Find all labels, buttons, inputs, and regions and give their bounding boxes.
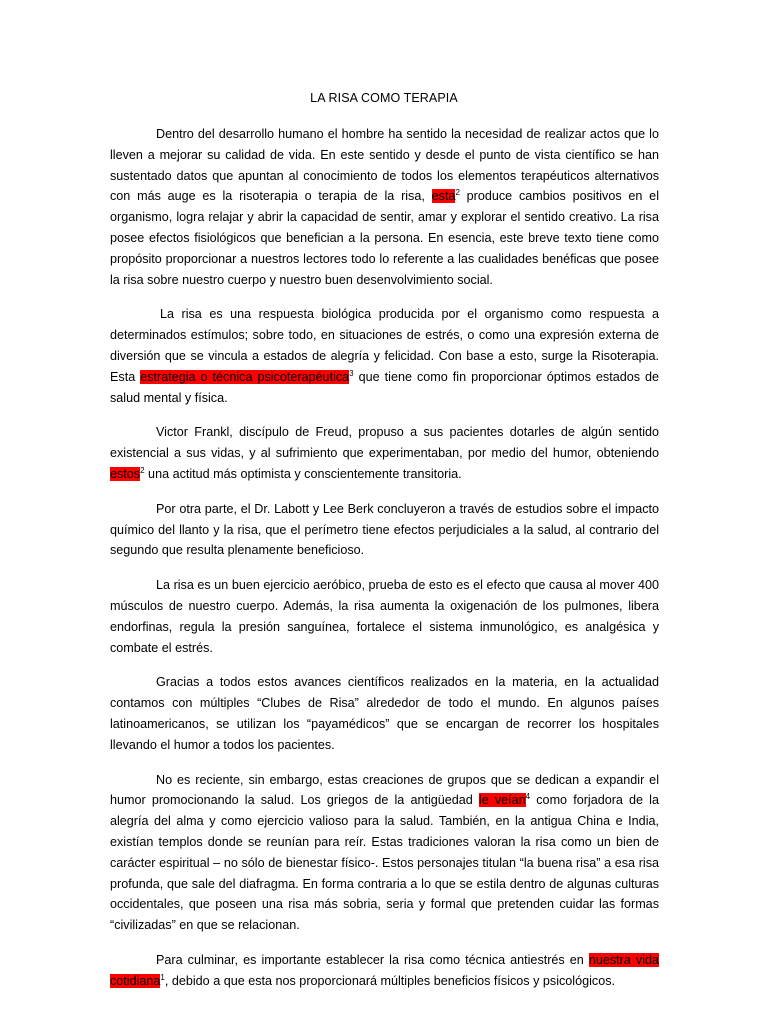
paragraph-text: produce cambios positivos en el organismo, logra relajar y abrir la capacidad de sentir, amar y explorar el sentido creativo. La risa posee efectos fisiológicos que benefician a la persona. En esencia, este breve texto tiene como propósito proporcionar a nuestros lectores todo lo referente a las cualidades benéficas que posee la risa sobre nuestro cuerpo y nuestro buen desenvolvimiento social. bbox=[110, 189, 659, 287]
footnote-ref: 2 bbox=[140, 465, 145, 475]
paragraph-text: Dentro del desarrollo humano el hombre ha sentido la necesidad de realizar actos que lo lleven a mejorar su calidad de vida. En este sentido y desde el punto de vista científico se han sustentado datos que apuntan al conocimiento de todos los elementos terapéuticos alternativos con más auge es la risoterapia o terapia de la risa, bbox=[110, 127, 659, 204]
footnote-ref: 3 bbox=[349, 368, 354, 378]
paragraph-2 bbox=[110, 304, 659, 408]
paragraph-8 bbox=[110, 950, 659, 992]
paragraph-text: Victor Frankl, discípulo de Freud, propuso a sus pacientes dotarles de algún sentido existencial a sus vidas, y al sufrimiento que experimentaban, por medio del humor, obteniendo bbox=[110, 425, 659, 461]
paragraph-text: No es reciente, sin embargo, estas creaciones de grupos que se dedican a expandir el humor promocionando la salud. Los griegos de la antigüedad bbox=[110, 772, 659, 808]
paragraph-text: una actitud más optimista y conscientemente transitoria. bbox=[144, 466, 462, 481]
footnote-ref: 4 bbox=[525, 792, 531, 802]
highlighted-text: estrategia o técnica psicoterapéutica bbox=[140, 369, 350, 384]
paragraph-5 bbox=[110, 575, 659, 658]
paragraph-text: como forjadora de la alegría del alma y como ejercicio valioso para la salud. También, en la antigua China e India, existían templos donde se reunían para reír. Estas tradiciones valoran la risa como un bien de carácter espiritual – no sólo de bienestar físico-. Estos personajes titulan “la buena risa” a esa risa profunda, que sale del diafragma. En forma contraria a lo que se estila dentro de algunas culturas occidentales, que poseen una risa más sobria, seria y formal que pretenden cuidar las formas “civilizadas” en que se relacionan. bbox=[110, 793, 659, 933]
paragraph-4 bbox=[110, 499, 659, 561]
paragraph-text: , debido a que esta nos proporcionará múltiples beneficios físicos y psicológicos. bbox=[164, 973, 616, 988]
highlighted-text: nuestra vida cotidiana bbox=[110, 952, 660, 988]
document-body bbox=[110, 124, 659, 1005]
paragraph-6 bbox=[110, 672, 659, 755]
paragraph-text: Por otra parte, el Dr. Labott y Lee Berk concluyeron a través de estudios sobre el impacto químico del llanto y la risa, que el perímetro tiene efectos perjudiciales a la salud, al contrario del segundo que resulta plenamente beneficioso. bbox=[110, 501, 659, 558]
footnote-ref: 1 bbox=[160, 972, 165, 982]
paragraph-3 bbox=[110, 422, 659, 484]
paragraph-text: La risa es una respuesta biológica producida por el organismo como respuesta a determinados estímulos; sobre todo, en situaciones de estrés, o como una expresión externa de diversión que se vincula a estados de alegría y felicidad. Con base a esto, surge la Risoterapia. Esta bbox=[110, 307, 659, 384]
paragraph-text: Gracias a todos estos avances científicos realizados en la materia, en la actualidad contamos con múltiples “Clubes de Risa” alrededor de todo el mundo. En algunos países latinoamericanos, se utilizan los “payamédicos” que se encargan de recorrer los hospitales llevando el humor a todos los pacientes. bbox=[110, 675, 659, 752]
highlighted-text: esta bbox=[431, 189, 456, 204]
paragraph-text: que tiene como fin proporcionar óptimos estados de salud mental y física. bbox=[110, 369, 660, 405]
document-title: LA RISA COMO TERAPIA bbox=[310, 91, 458, 105]
highlighted-text: le veían bbox=[478, 793, 526, 808]
footnote-ref: 2 bbox=[455, 188, 460, 198]
paragraph-1 bbox=[110, 124, 659, 290]
paragraph-text: Para culminar, es importante establecer la risa como técnica antiestrés en bbox=[156, 952, 589, 967]
paragraph-7 bbox=[110, 770, 659, 936]
paragraph-text: La risa es un buen ejercicio aeróbico, prueba de esto es el efecto que causa al mover 400 músculos de nuestro cuerpo. Además, la risa aumenta la oxigenación de los pulmones, libera endorfinas, regula la presión sanguínea, fortalece el sistema inmunológico, es analgésica y combate el estrés. bbox=[110, 578, 659, 655]
highlighted-text: estos bbox=[110, 466, 141, 481]
